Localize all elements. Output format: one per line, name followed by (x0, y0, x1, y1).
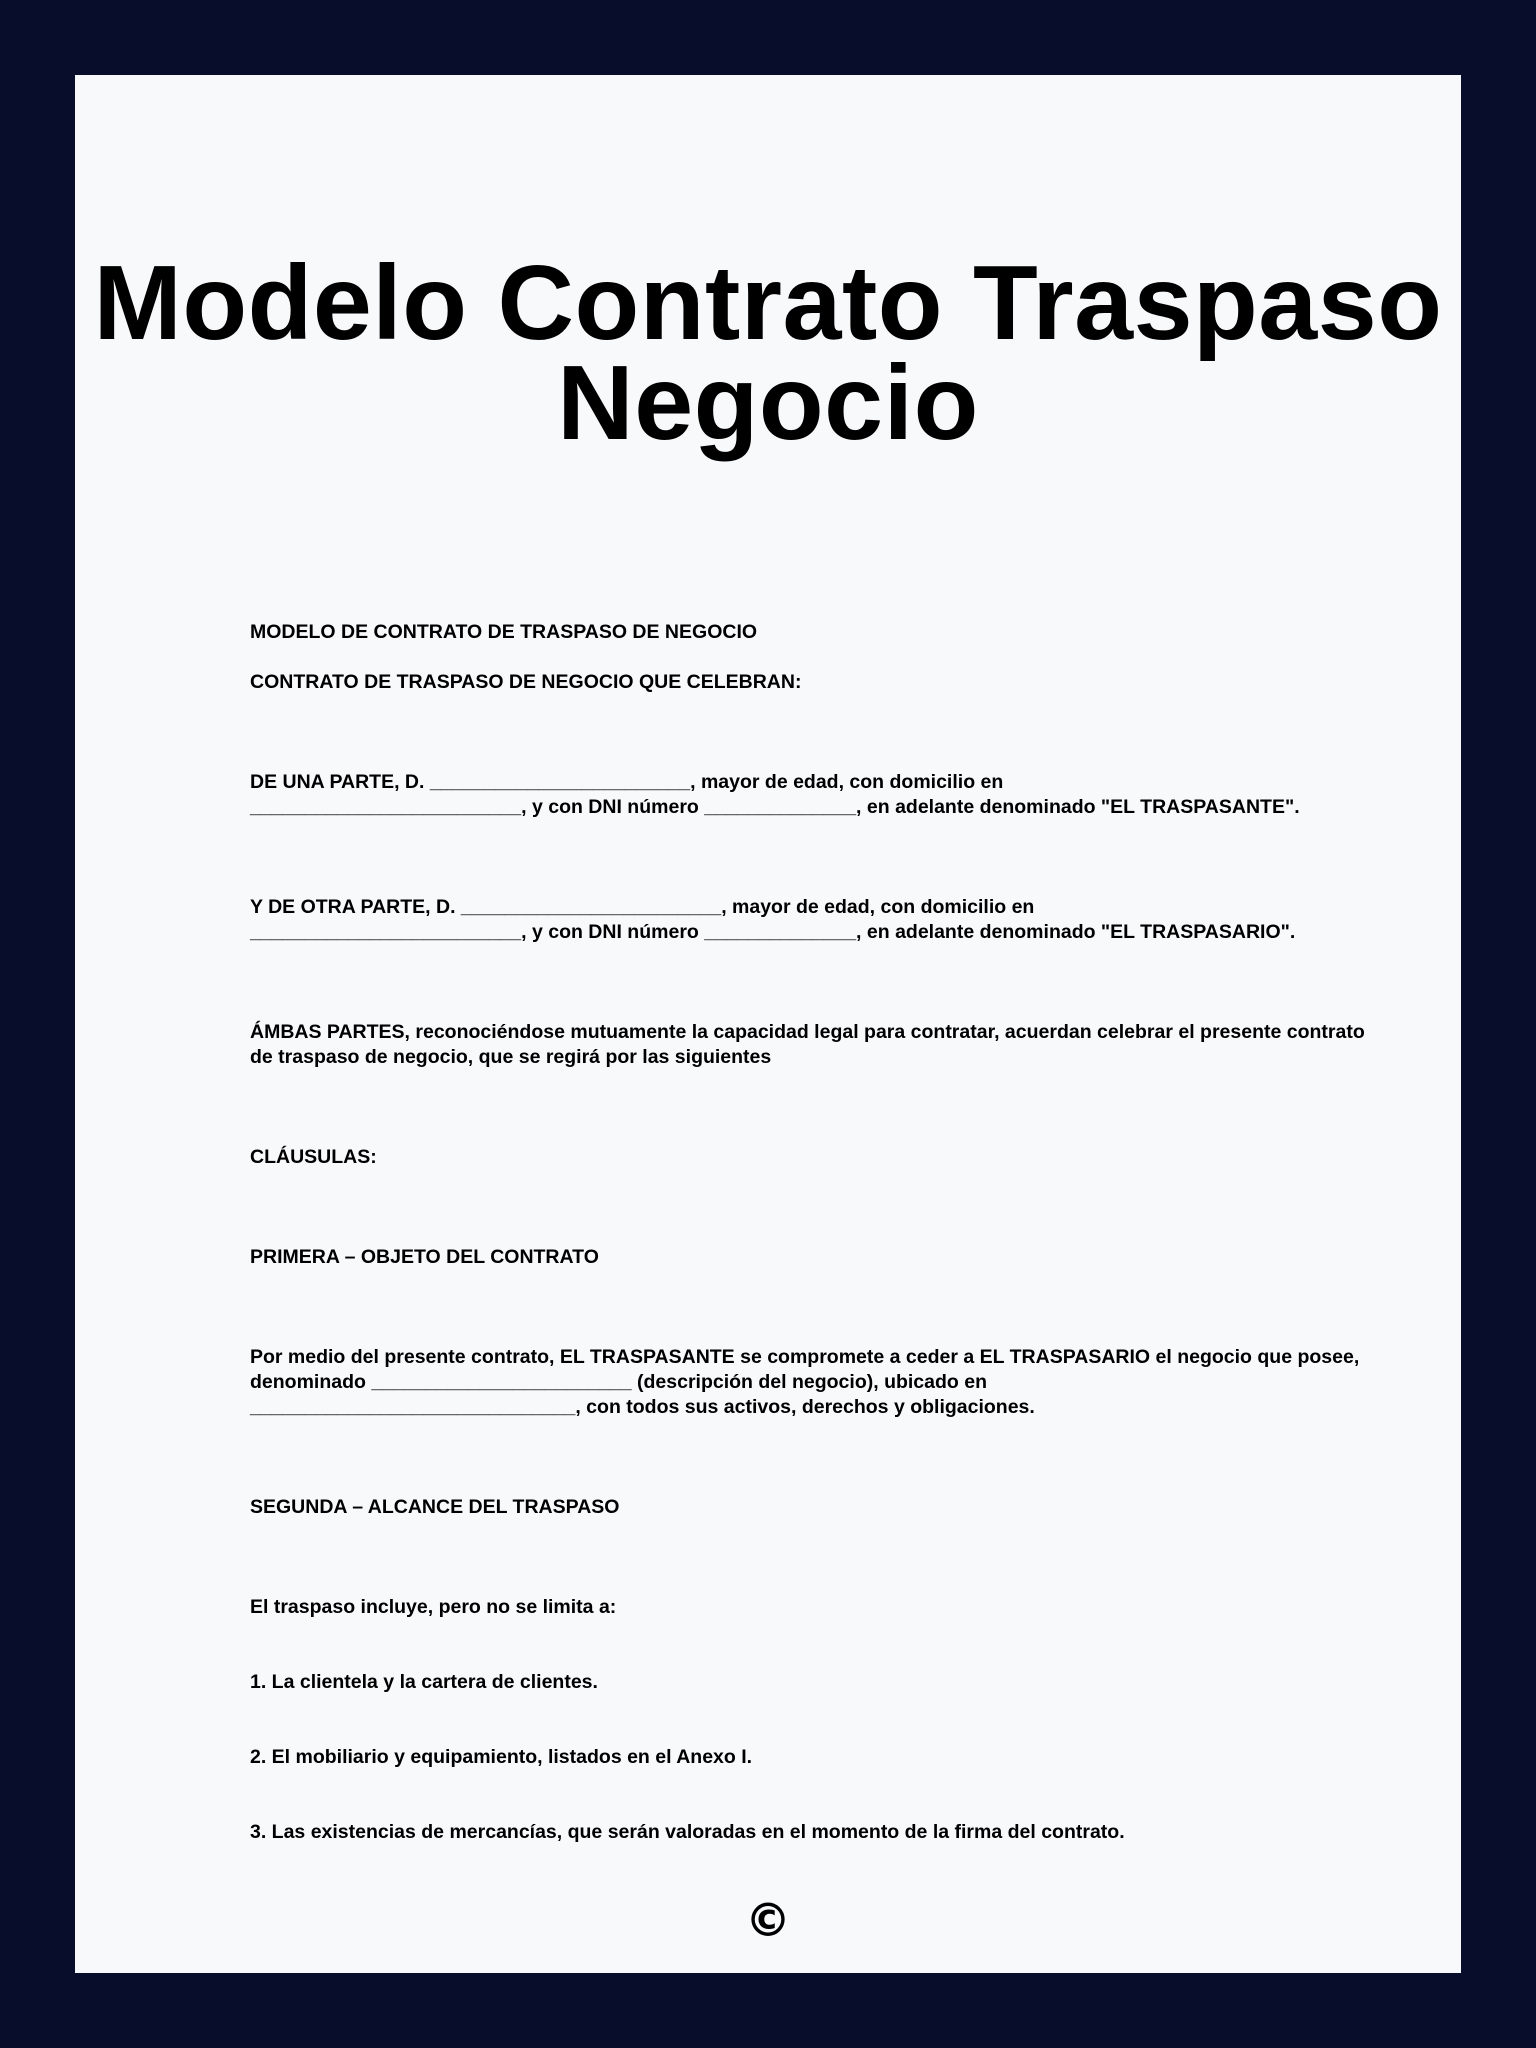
clauses-heading: CLÁUSULAS: (250, 1146, 377, 1168)
list-item: 2. El mobiliario y equipamiento, listados en el Anexo I. (250, 1746, 753, 1768)
document-page (75, 75, 1461, 1973)
party-one-paragraph: DE UNA PARTE, D. ________________________, mayor de edad, con domicilio en _________________________, y con DNI número ______________, en adelante denominado "EL TRASPASANTE". (250, 771, 1300, 818)
list-item: 3. Las existencias de mercancías, que serán valoradas en el momento de la firma del contrato. (250, 1821, 1125, 1843)
clause-one-paragraph: Por medio del presente contrato, EL TRASPASANTE se compromete a ceder a EL TRASPASARIO el negocio que posee, denominado ________________________ (descripción del negocio), ubicado en ______________________________, con todos sus activos, derechos y obligaciones. (250, 1346, 1360, 1418)
clause-two-intro: El traspaso incluye, pero no se limita a: (250, 1596, 617, 1618)
list-item: 1. La clientela y la cartera de clientes. (250, 1671, 598, 1693)
document-title: Modelo Contrato Traspaso Negocio (93, 244, 1443, 462)
clause-two-heading: SEGUNDA – ALCANCE DEL TRASPASO (250, 1496, 620, 1518)
party-two-paragraph: Y DE OTRA PARTE, D. ________________________, mayor de edad, con domicilio en _________________________, y con DNI número ______________, en adelante denominado "EL TRASPASARIO". (250, 896, 1296, 943)
clause-one-heading: PRIMERA – OBJETO DEL CONTRATO (250, 1246, 599, 1268)
agreement-paragraph: ÁMBAS PARTES, reconociéndose mutuamente la capacidad legal para contratar, acuerdan celebrar el presente contrato de traspaso de negocio, que se regirá por las siguientes (250, 1021, 1365, 1068)
document-body (250, 620, 1370, 1845)
contract-heading: MODELO DE CONTRATO DE TRASPASO DE NEGOCIO (250, 621, 758, 643)
copyright-icon: © (745, 1893, 791, 1947)
contract-subheading: CONTRATO DE TRASPASO DE NEGOCIO QUE CELEBRAN: (250, 671, 802, 693)
